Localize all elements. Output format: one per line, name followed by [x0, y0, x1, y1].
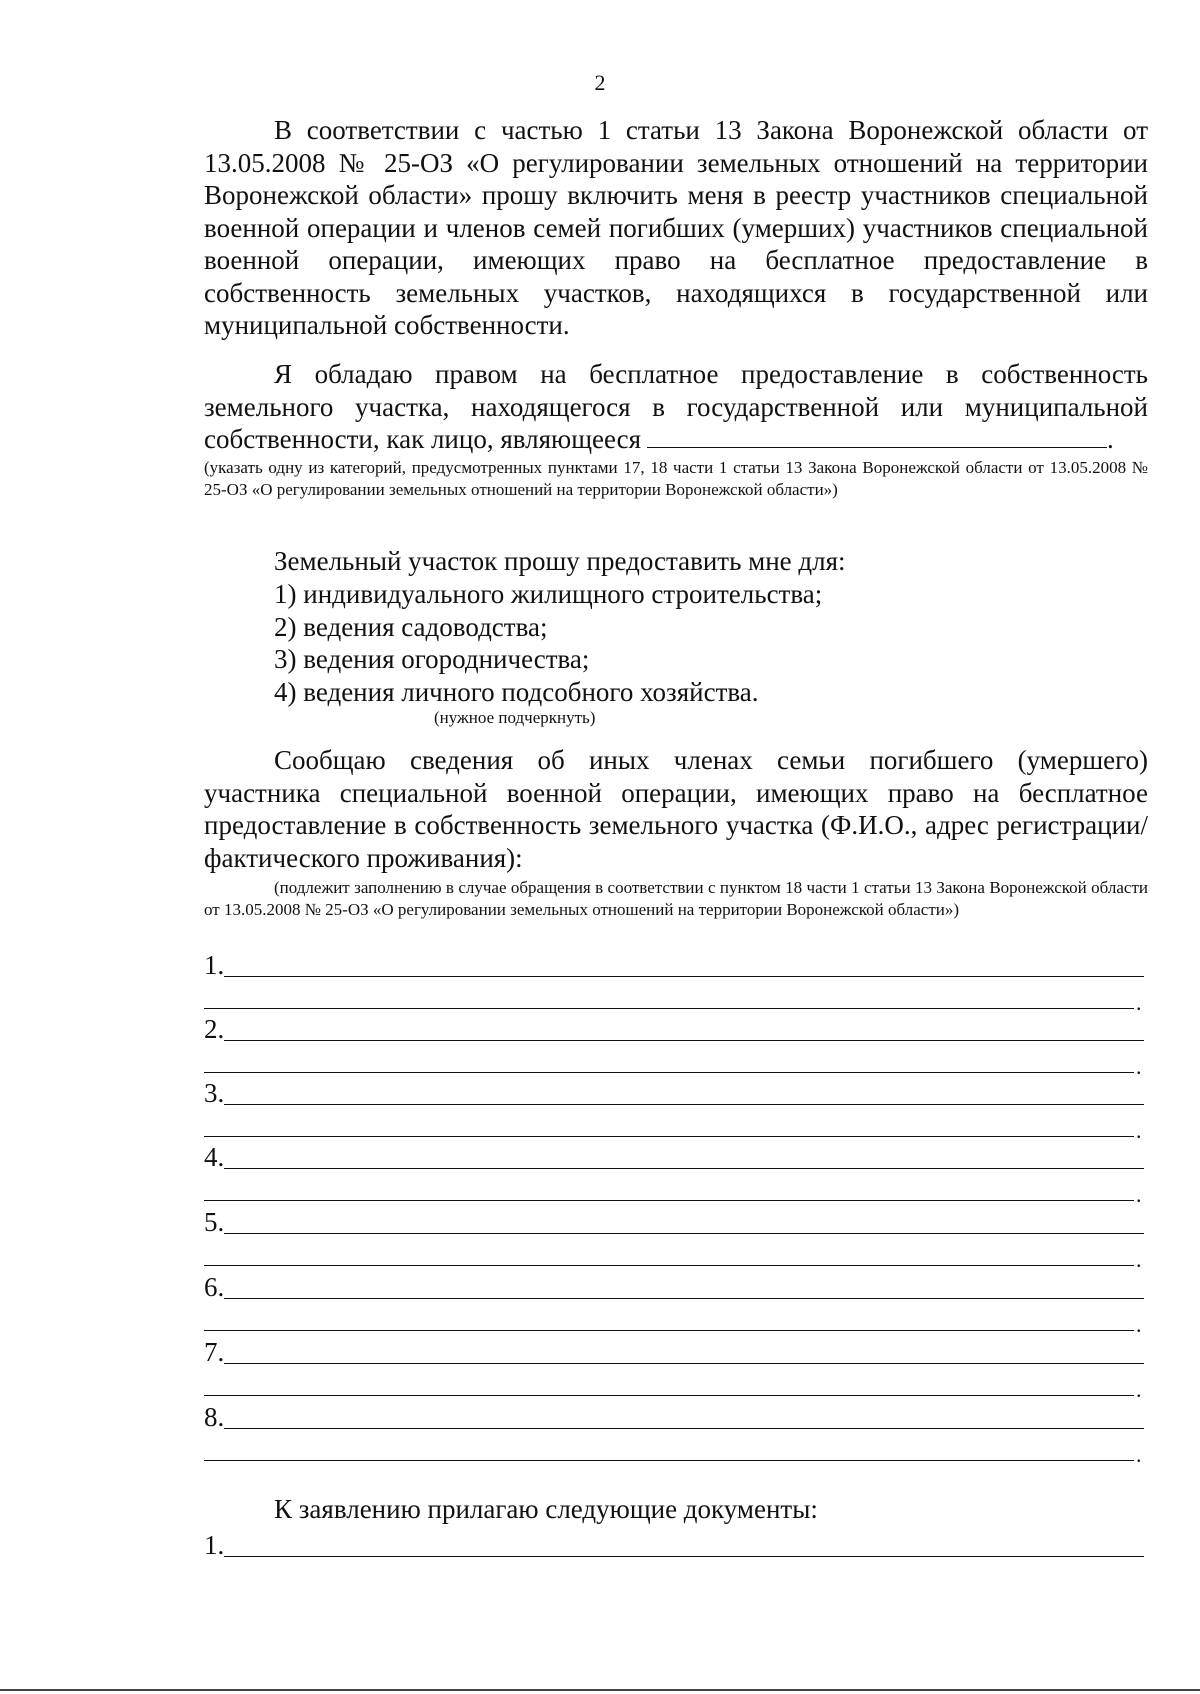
family-entry-7[interactable]: [204, 1337, 1144, 1402]
entry-line[interactable]: [224, 1104, 1144, 1105]
entry-line[interactable]: [204, 1395, 1134, 1396]
purpose-option-gardening: 2) ведения садоводства;: [274, 611, 548, 642]
entry-line[interactable]: [224, 1040, 1144, 1041]
bottom-edge-rule: [0, 1689, 1200, 1691]
entry-line[interactable]: [204, 1008, 1134, 1009]
family-entry-number: 8.: [204, 1402, 225, 1432]
family-entry-number: 1.: [204, 950, 225, 980]
entry-line[interactable]: [224, 1298, 1144, 1299]
entry-end: .: [1136, 1442, 1142, 1467]
entry-end: .: [1136, 990, 1142, 1015]
attachment-entry-1[interactable]: [204, 1530, 1144, 1564]
entry-line[interactable]: [204, 1136, 1134, 1137]
entry-end: .: [1136, 1377, 1142, 1402]
purpose-option-vegetable: 3) ведения огородничества;: [274, 644, 590, 674]
category-blank-field[interactable]: [647, 427, 1107, 448]
entry-line[interactable]: [204, 1460, 1134, 1461]
entry-line[interactable]: [204, 1072, 1134, 1073]
purpose-options-list: [204, 578, 1148, 708]
entry-line[interactable]: [224, 1363, 1144, 1364]
entitlement-paragraph: [204, 358, 1148, 456]
family-entry-number: 5.: [204, 1207, 225, 1237]
family-entry-6[interactable]: [204, 1272, 1144, 1337]
entry-line[interactable]: [224, 1233, 1144, 1234]
family-entry-1[interactable]: [204, 950, 1144, 1015]
purpose-option-housing: 1) индивидуального жилищного строительства;: [274, 579, 823, 609]
entry-end: .: [1136, 1054, 1142, 1079]
entry-line[interactable]: [204, 1265, 1134, 1266]
family-entry-number: 4.: [204, 1142, 225, 1172]
entry-end: .: [1136, 1312, 1142, 1337]
entitlement-text: Я обладаю правом на бесплатное предоставление в собственность земельного участка, находящегося в государственной или муниципальной собственности, как лицо, являющееся: [204, 359, 1148, 454]
category-note: (указать одну из категорий, предусмотренных пунктами 17, 18 части 1 статьи 13 Закона Воронежской области от 13.05.2008 № 25-ОЗ «О регулировании земельных отношений на территории Воронежской области»): [204, 458, 1148, 499]
family-entry-3[interactable]: [204, 1078, 1144, 1143]
page-number: 2: [594, 70, 606, 95]
entry-line[interactable]: [204, 1330, 1134, 1331]
family-entry-4[interactable]: [204, 1142, 1144, 1207]
entry-line[interactable]: [224, 1556, 1144, 1557]
family-entry-number: 2.: [204, 1014, 225, 1044]
family-entry-8[interactable]: [204, 1402, 1144, 1467]
family-members-note: (подлежит заполнению в случае обращения в соответствии с пунктом 18 части 1 статьи 13 Закона Воронежской области от 13.05.2008 № 25-ОЗ «О регулировании земельных отношений на территории Воронежской области»): [204, 878, 1148, 919]
family-entry-2[interactable]: [204, 1014, 1144, 1079]
entitlement-end: .: [1107, 424, 1114, 454]
request-paragraph: В соответствии с частью 1 статьи 13 Закона Воронежской области от 13.05.2008 № 25-ОЗ «О регулировании земельных отношений на территории Воронежской области» прошу включить меня в реестр участников специальной военной операции и членов семей погибших (умерших) участников специальной военной операции, имеющих право на бесплатное предоставление в собственность земельных участков, находящихся в государственной или муниципальной собственности.: [204, 115, 1148, 340]
family-entry-5[interactable]: [204, 1207, 1144, 1272]
entry-end: .: [1136, 1118, 1142, 1143]
family-entry-number: 3.: [204, 1078, 225, 1108]
underline-note: (нужное подчеркнуть): [434, 708, 596, 727]
purpose-option-subsidiary: 4) ведения личного подсобного хозяйства.: [274, 676, 759, 707]
entry-line[interactable]: [224, 976, 1144, 977]
attachments-intro: К заявлению прилагаю следующие документы:: [274, 1494, 818, 1524]
entry-end: .: [1136, 1182, 1142, 1207]
purpose-intro: Земельный участок прошу предоставить мне для:: [274, 546, 846, 576]
entry-line[interactable]: [224, 1428, 1144, 1429]
attachment-entry-number: 1.: [204, 1530, 225, 1560]
family-entry-number: 7.: [204, 1337, 225, 1367]
entry-line[interactable]: [204, 1200, 1134, 1201]
family-entry-number: 6.: [204, 1272, 225, 1302]
entry-line[interactable]: [224, 1168, 1144, 1169]
entry-end: .: [1136, 1247, 1142, 1272]
family-members-paragraph: Сообщаю сведения об иных членах семьи погибшего (умершего) участника специальной военной операции, имеющих право на бесплатное предоставление в собственность земельного участка (Ф.И.О., адрес регистрации/фактического проживания):: [204, 745, 1148, 873]
